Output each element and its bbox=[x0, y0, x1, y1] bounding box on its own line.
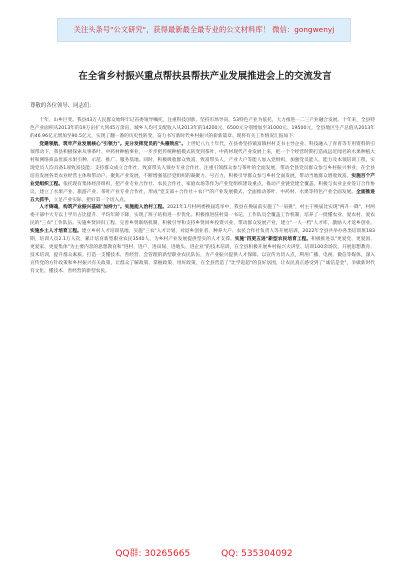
section-subheading: 全面推进五大抓手， bbox=[30, 189, 375, 203]
qq-group-label: QQ群: 30265665 bbox=[115, 549, 191, 559]
footer-contact bbox=[0, 546, 408, 559]
promo-banner-text: 关注头条号"公文研究"，获得最新最全最专业的公文材料库！ 微信：gongwenyj bbox=[73, 25, 335, 34]
salutation: 尊敬的各位领导、同志们： bbox=[30, 103, 95, 109]
paragraph-text: 上世纪八九十年代，在县委坚持镇富镇村村支书主导企业、科技融入了青青等专用资料的引领带动下，我县积极探索从事茶叶、中药材种植事业，一步步把传统种植模式转变到茶叶、中药材现代产业发展上来，把一个个经营时期打造成远近闻名的水果种植大村和网络商品优质水果引种、示范、推广、服务基地。同时，积极吸收群众致富、致富带头人，产业大户等能人加入党组织，加强党员能人、能力及本领培训工程，实现党员人均具备1项致富技能；支持群众成立合作社、致富带头人领办专业合作社，注重引领群众参与茶叶的全面发展，带动全县党员群众参与乡村振兴事业，在全县培育发展各类农业经营主体和带动户。聚焦产业发展，不断增强基层党组织的凝聚力、号召力，积极引导群众参与乡村全面发展，带动当地群众增收致富。 bbox=[30, 141, 375, 179]
paragraph-intro: 十年、山乡巨变。我县43万人民群众始终牢记省委领导嘱托，注重科技创新、坚持市场导向，53特色产业为依托，大力推进一二三产业融合发展。十年来，全县特色产业面积从2013年的19万亩扩大到45万余亩，城乡人均可支配收入从2013年的14200元、6500元分别增加至31000元、19500元，全县地区生产总值从2013年的46.96亿元增加至90.5亿元，实现了翻一番的历史性转变，奋力书写新时代乡村振兴的崭新篇章。现将有关工作情况汇报如下： bbox=[30, 118, 375, 139]
section-heading-party: 党建领航，筑牢产业发展核心"引领力"。充分发挥党员的"头雁效应"。 bbox=[39, 141, 187, 147]
paragraph-text: 积极推进以"更爱党、更爱国、更爱家、更爱集体"为主要内容的思想教育和"进村、进户、进田间、进地头、进企业"的技术培训，在全县积极开展乡村振兴大讲堂、培训100余场次，开展思想教育、技术培训，提升群众素质。打造一支懂技术、善经营、会管理的新型职业农民队伍，为产业振兴提供人才保障。 bbox=[30, 237, 375, 259]
qq-number-label: QQ: 535304092 bbox=[221, 549, 293, 559]
paragraph-text: 以宣传为切入点，利用广播、电视、微信等媒体，深入宣传党的方针政策和乡村振兴有关政策，让群众了解政策、掌握政策、用好政策，在全县营造了"比学赶超"的良好氛围，让农民真正感受到了"诚信是金"，争做新时代有文化、懂技术、善经营的新型农民。 bbox=[30, 253, 375, 275]
section-subheading: 实施"四更五进"新型农民培育工程。 bbox=[234, 237, 312, 243]
document-body bbox=[30, 117, 375, 542]
document-title: 在全省乡村振兴重点帮扶县帮扶产业发展推进会上的交流发言 bbox=[78, 71, 332, 82]
section-subheading: 实施乡土人才培育工程。 bbox=[30, 229, 82, 235]
paragraph-text: 立足产业实际，把好第一个切入点。 bbox=[53, 197, 129, 203]
section-heading-talent: 人才铸魂，构筑产业振兴基础"加持力"。实施能人治村工程。 bbox=[39, 205, 168, 211]
promo-banner[interactable] bbox=[57, 18, 351, 42]
section-subheading: 实施百个产业党组织工程。 bbox=[30, 173, 375, 187]
paragraph-text: 建立乡村人才培训基地，实施"三农"人才计划，对返乡创业者、种养大户、农民合作社负责人等开展培训，2022年全县共举办各类培训班183期，培训人员2.1万人次，累计培育新型职业农民3540人，为乡村产业发展提供坚实的人才支撑。 bbox=[30, 229, 375, 243]
paragraph-party-building bbox=[30, 141, 375, 205]
paragraph-text: 2021年1月村两委换届选举中，我县在换届前实施了"一肩挑"，村主干换届比实现"两升一降"，村两委干部中大专以上学历占比提升、平均年龄下降，实现了班子结构进一步优化。积极推进驻村第一书记、工作队员全覆盖工作机制，培养了一批懂农业、爱农村、爱农民的"三农"工作队伍。实施乡贤回归工程、完善乡贤联络机制，积极引导和支持乡贤回乡投资兴业、带动群众发展产业，建立"一人一档"人才库，激励人才返乡创业。 bbox=[30, 205, 375, 227]
paragraph-talent bbox=[30, 204, 375, 276]
paragraph-text: 依托现有集体经济组织，把产业专业合作社、农民合作社、家庭农场等作为产业党组织建设重点，推动产业链党建全覆盖。积极与农业企业签订合作协议，建立了水果产业、旅游产业、茶叶产业专业合作社，形成"党支部＋合作社＋农户"的产业发展模式，全面推动茶叶、中药材、水果等特色产业全面发展。 bbox=[30, 181, 375, 195]
